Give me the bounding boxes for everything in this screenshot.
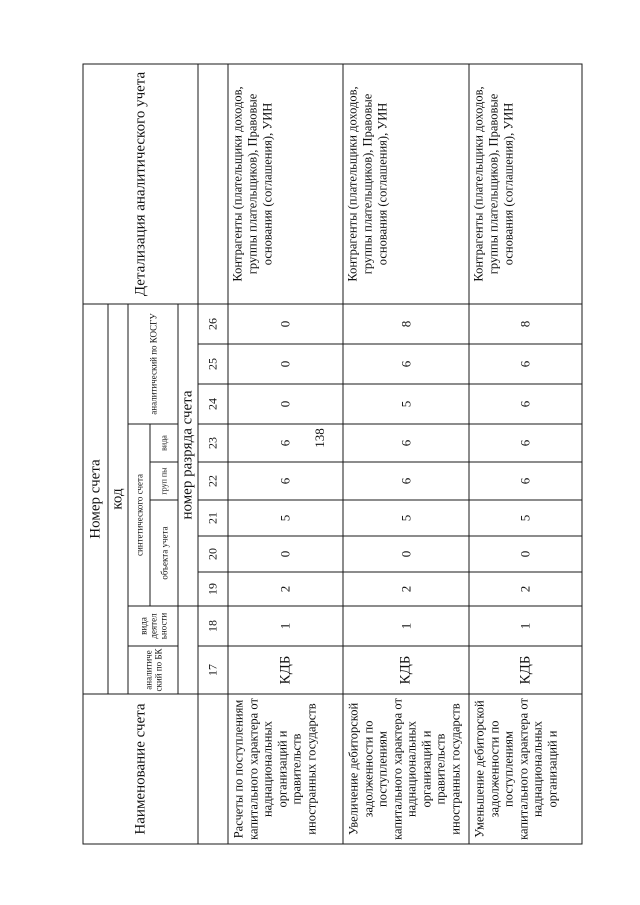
value-cell: 5: [228, 500, 343, 536]
value-cell: 0: [228, 303, 343, 343]
value-cell: 1: [469, 606, 582, 646]
table-row: [228, 63, 343, 843]
value-cell: 6: [469, 344, 582, 384]
header-account-name: Наименование счета: [83, 694, 198, 844]
header-digit-number: номер разряда счета: [178, 303, 198, 605]
column-number: 19: [198, 572, 228, 606]
value-cell: 2: [343, 572, 469, 606]
value-cell: 2: [228, 572, 343, 606]
value-cell: 8: [343, 303, 469, 343]
table-row: [469, 63, 582, 843]
header-detail: Детализация аналитического учета: [83, 63, 198, 303]
value-cell: 1: [228, 606, 343, 646]
value-cell: 6: [343, 424, 469, 462]
accounts-table: [83, 63, 583, 844]
value-cell: 0: [228, 536, 343, 572]
header-group: груп пы: [150, 462, 178, 500]
header-blank: [178, 606, 198, 694]
value-cell: 8: [469, 303, 582, 343]
account-name-cell: Уменьшение дебиторской задолженности по поступлениям капитального характера от наднациональных организаций и: [469, 694, 582, 844]
value-cell: 0: [228, 384, 343, 424]
header-activity-kind: вида деятел ьности: [128, 606, 178, 646]
header-account-number: Номер счета: [83, 303, 108, 693]
value-cell: КДБ: [228, 646, 343, 694]
detail-cell: Контрагенты (плательщики доходов, группы плательщиков), Правовые основания (соглашения), УИН: [343, 63, 469, 303]
column-number: 21: [198, 500, 228, 536]
value-cell: КДБ: [469, 646, 582, 694]
value-cell: 6: [228, 424, 343, 462]
column-number-blank: [198, 694, 228, 844]
value-cell: 6: [469, 384, 582, 424]
detail-cell: Контрагенты (плательщики доходов, группы плательщиков), Правовые основания (соглашения), УИН: [469, 63, 582, 303]
header-kosgu: аналитический по КОСГУ: [128, 303, 178, 423]
value-cell: 6: [343, 462, 469, 500]
value-cell: 0: [469, 536, 582, 572]
column-number: 18: [198, 606, 228, 646]
header-kind: вида: [150, 424, 178, 462]
value-cell: 0: [343, 536, 469, 572]
page-number: 138: [312, 428, 327, 448]
account-name-cell: Расчеты по поступлениям капитального характера от наднациональных организаций и правительств иностранных государств: [228, 694, 343, 844]
value-cell: 5: [343, 384, 469, 424]
column-number: 24: [198, 384, 228, 424]
column-number: 25: [198, 344, 228, 384]
account-name-cell: Увеличение дебиторской задолженности по поступлениям капитального характера от наднациональных организаций и правительств иностранных государств: [343, 694, 469, 844]
header-object: объекта учета: [150, 500, 178, 606]
column-number: 22: [198, 462, 228, 500]
header-code: код: [108, 303, 128, 693]
value-cell: КДБ: [343, 646, 469, 694]
header-synthetic: синтетического счета: [128, 424, 150, 606]
header-analytic-bk: аналитиче ский по БК: [128, 646, 178, 694]
value-cell: 5: [469, 500, 582, 536]
column-number-blank: [198, 63, 228, 303]
column-number: 26: [198, 303, 228, 343]
column-number: 20: [198, 536, 228, 572]
value-cell: 6: [228, 462, 343, 500]
value-cell: 2: [469, 572, 582, 606]
column-number: 23: [198, 424, 228, 462]
value-cell: 1: [343, 606, 469, 646]
value-cell: 5: [343, 500, 469, 536]
table-row: [343, 63, 469, 843]
value-cell: 0: [228, 344, 343, 384]
rotated-table-sheet: [83, 64, 558, 844]
value-cell: 6: [469, 424, 582, 462]
detail-cell: Контрагенты (плательщики доходов, группы плательщиков), Правовые основания (соглашения), УИН: [228, 63, 343, 303]
value-cell: 6: [343, 344, 469, 384]
value-cell: 6: [469, 462, 582, 500]
column-number: 17: [198, 646, 228, 694]
